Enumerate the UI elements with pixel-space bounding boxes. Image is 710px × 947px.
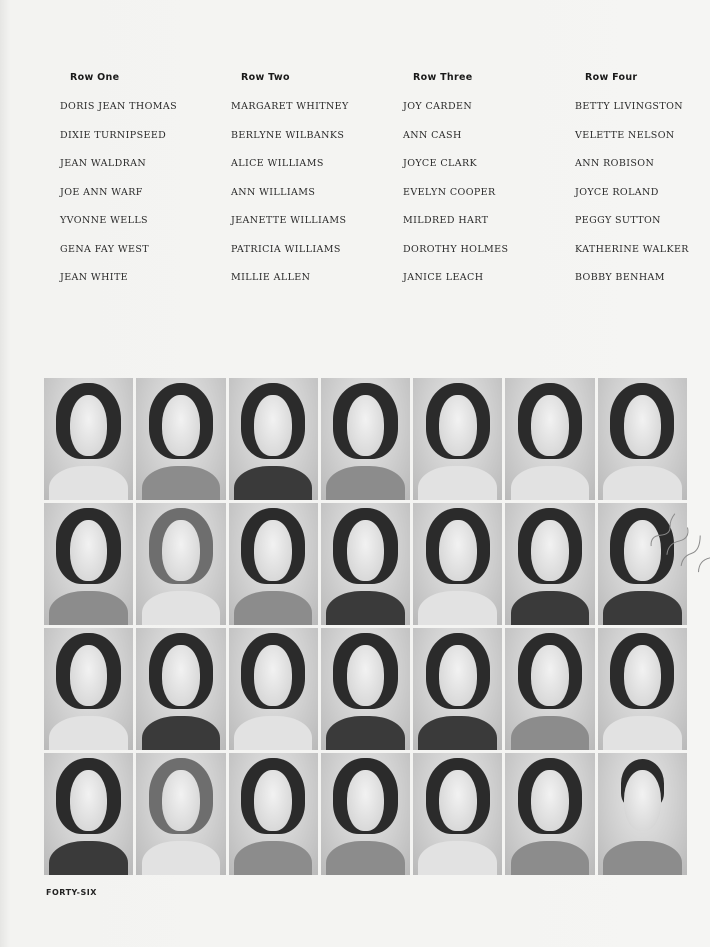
portrait-photo [413,378,502,500]
portrait-photo [505,628,594,750]
name-list [403,100,568,300]
student-name: ALICE WILLIAMS [231,158,324,169]
portrait-photo [229,503,318,625]
portrait-photo [44,503,133,625]
student-name: BERLYNE WILBANKS [231,129,345,141]
name-column-row-four [575,72,710,300]
student-name: JEANETTE WILLIAMS [231,215,347,226]
portrait-photo [598,753,687,875]
portrait-photo [229,628,318,750]
student-name: ANN CASH [403,129,462,141]
student-name: EVELYN COOPER [403,186,496,198]
portrait-photo [136,628,225,750]
student-name: BOBBY BENHAM [575,272,665,283]
column-header: Row One [70,72,120,83]
portrait-grid [44,378,687,875]
student-name: MARGARET WHITNEY [231,101,349,112]
column-header: Row Four [585,72,638,83]
student-name: MILLIE ALLEN [231,272,311,283]
portrait-photo [505,503,594,625]
name-column-row-three [403,72,568,300]
portrait-photo [505,753,594,875]
portrait-photo [321,628,410,750]
student-name: JOYCE CLARK [403,158,478,169]
student-name: JEAN WALDRAN [60,158,147,169]
student-name: BETTY LIVINGSTON [575,101,683,112]
portrait-photo [136,378,225,500]
portrait-photo [136,503,225,625]
column-header: Row Two [241,72,290,83]
portrait-photo [321,753,410,875]
portrait-photo [321,378,410,500]
student-name: MILDRED HART [403,215,489,226]
student-name: PEGGY SUTTON [575,215,661,226]
name-list [231,100,396,300]
portrait-photo [44,753,133,875]
portrait-photo [598,628,687,750]
portrait-photo [413,503,502,625]
name-column-row-two [231,72,396,300]
student-name: JOYCE ROLAND [575,186,659,198]
name-list [60,100,225,300]
portrait-photo [598,378,687,500]
portrait-photo [229,753,318,875]
portrait-photo [136,753,225,875]
student-name: DORIS JEAN THOMAS [60,101,178,112]
portrait-photo [413,753,502,875]
student-name: DIXIE TURNIPSEED [60,129,167,141]
portrait-photo [44,378,133,500]
student-name: YVONNE WELLS [60,215,148,226]
student-name: JANICE LEACH [403,272,484,283]
name-column-row-one [60,72,225,300]
student-name: KATHERINE WALKER [575,243,689,255]
portrait-photo [413,628,502,750]
student-name: VELETTE NELSON [575,129,675,141]
student-name: DOROTHY HOLMES [403,243,509,255]
portrait-photo [321,503,410,625]
student-name: GENA FAY WEST [60,243,149,255]
portrait-photo [229,378,318,500]
student-name: PATRICIA WILLIAMS [231,243,341,255]
student-name: JOE ANN WARF [60,186,143,198]
student-name: JOY CARDEN [403,101,473,112]
student-name: ANN WILLIAMS [231,186,316,198]
name-list [575,100,710,300]
portrait-photo [505,378,594,500]
portrait-photo [44,628,133,750]
student-name: ANN ROBISON [575,158,655,169]
column-header: Row Three [413,72,473,83]
page-number-label: FORTY-SIX [46,888,97,897]
student-name: JEAN WHITE [60,272,129,283]
